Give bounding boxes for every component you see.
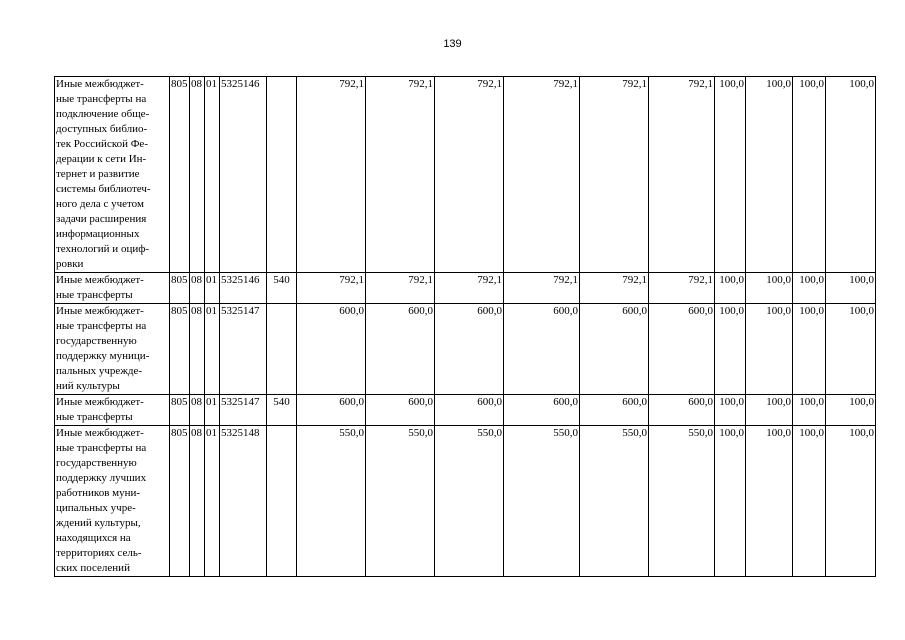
- value-cell: 600,0: [297, 395, 366, 426]
- row-name-line: Иные межбюджет-: [56, 274, 144, 286]
- row-name-line: тек Российской Фе-: [56, 138, 148, 150]
- row-name-line: государственную: [56, 335, 137, 347]
- row-name-line: работников муни-: [56, 487, 141, 499]
- row-name-line: государственную: [56, 457, 137, 469]
- value-cell: 100,0: [715, 273, 746, 304]
- value-cell: 550,0: [504, 426, 580, 577]
- value-cell: 600,0: [649, 395, 715, 426]
- row-name-line: системы библиотеч-: [56, 183, 151, 195]
- value-cell: 550,0: [649, 426, 715, 577]
- code-cell-vr: [267, 426, 297, 577]
- code-cell-csr: 5325147: [220, 395, 267, 426]
- value-cell: 600,0: [504, 304, 580, 395]
- row-name-line: ного дела с учетом: [56, 198, 144, 210]
- code-cell-vr: 540: [267, 395, 297, 426]
- budget-table: [54, 76, 876, 577]
- value-cell: 100,0: [826, 77, 876, 273]
- row-name-line: ровки: [56, 258, 84, 270]
- code-cell-pr: 01: [205, 304, 220, 395]
- row-name-cell: [55, 426, 170, 577]
- row-name-line: технологий и оциф-: [56, 243, 150, 255]
- value-cell: 792,1: [504, 77, 580, 273]
- value-cell: 100,0: [746, 273, 793, 304]
- value-cell: 600,0: [580, 304, 649, 395]
- row-name-line: находящихся на: [56, 532, 131, 544]
- value-cell: 100,0: [746, 77, 793, 273]
- value-cell: 100,0: [715, 304, 746, 395]
- row-name-cell: [55, 273, 170, 304]
- table-row: [55, 304, 876, 395]
- row-name-line: подключение обще-: [56, 108, 150, 120]
- value-cell: 100,0: [826, 395, 876, 426]
- row-name-line: ные трансферты: [56, 411, 133, 423]
- code-cell-pr: 01: [205, 77, 220, 273]
- value-cell: 100,0: [746, 395, 793, 426]
- row-name-line: Иные межбюджет-: [56, 427, 144, 439]
- row-name-line: поддержку муници-: [56, 350, 150, 362]
- value-cell: 600,0: [649, 304, 715, 395]
- value-cell: 600,0: [435, 395, 504, 426]
- value-cell: 792,1: [649, 77, 715, 273]
- value-cell: 792,1: [504, 273, 580, 304]
- value-cell: 792,1: [297, 77, 366, 273]
- code-cell-ved: 805: [170, 77, 190, 273]
- row-name-line: поддержку лучших: [56, 472, 147, 484]
- row-name-line: ные трансферты на: [56, 320, 147, 332]
- row-name-cell: [55, 77, 170, 273]
- table-row: [55, 273, 876, 304]
- code-cell-csr: 5325146: [220, 273, 267, 304]
- value-cell: 600,0: [366, 304, 435, 395]
- value-cell: 600,0: [504, 395, 580, 426]
- code-cell-vr: [267, 77, 297, 273]
- table-row: [55, 77, 876, 273]
- code-cell-ved: 805: [170, 304, 190, 395]
- row-name-line: ждений культуры,: [56, 517, 141, 529]
- value-cell: 100,0: [826, 304, 876, 395]
- code-cell-pr: 01: [205, 273, 220, 304]
- row-name-line: Иные межбюджет-: [56, 396, 144, 408]
- value-cell: 100,0: [793, 77, 826, 273]
- row-name-line: информационных: [56, 228, 140, 240]
- value-cell: 550,0: [366, 426, 435, 577]
- value-cell: 792,1: [297, 273, 366, 304]
- code-cell-vr: 540: [267, 273, 297, 304]
- row-name-line: задачи расширения: [56, 213, 147, 225]
- code-cell-pr: 01: [205, 426, 220, 577]
- row-name-cell: [55, 395, 170, 426]
- row-name-line: ских поселений: [56, 562, 130, 574]
- value-cell: 100,0: [793, 273, 826, 304]
- value-cell: 550,0: [580, 426, 649, 577]
- code-cell-csr: 5325147: [220, 304, 267, 395]
- row-name-line: пальных учрежде-: [56, 365, 143, 377]
- code-cell-ved: 805: [170, 426, 190, 577]
- row-name-line: тернет и развитие: [56, 168, 140, 180]
- code-cell-ved: 805: [170, 395, 190, 426]
- code-cell-rz: 08: [190, 304, 205, 395]
- table-row: [55, 395, 876, 426]
- value-cell: 100,0: [826, 273, 876, 304]
- code-cell-rz: 08: [190, 395, 205, 426]
- row-name-line: Иные межбюджет-: [56, 78, 144, 90]
- value-cell: 792,1: [580, 273, 649, 304]
- row-name-line: дерации к сети Ин-: [56, 153, 147, 165]
- row-name-line: ные трансферты на: [56, 442, 147, 454]
- code-cell-rz: 08: [190, 77, 205, 273]
- row-name-line: ные трансферты: [56, 289, 133, 301]
- value-cell: 600,0: [297, 304, 366, 395]
- row-name-line: доступных библио-: [56, 123, 148, 135]
- value-cell: 792,1: [435, 77, 504, 273]
- value-cell: 100,0: [746, 426, 793, 577]
- code-cell-rz: 08: [190, 426, 205, 577]
- value-cell: 100,0: [793, 426, 826, 577]
- value-cell: 792,1: [580, 77, 649, 273]
- value-cell: 600,0: [580, 395, 649, 426]
- code-cell-csr: 5325146: [220, 77, 267, 273]
- value-cell: 550,0: [297, 426, 366, 577]
- row-name-cell: [55, 304, 170, 395]
- value-cell: 792,1: [366, 273, 435, 304]
- value-cell: 100,0: [793, 304, 826, 395]
- value-cell: 100,0: [715, 77, 746, 273]
- row-name-line: территориях сель-: [56, 547, 142, 559]
- value-cell: 600,0: [366, 395, 435, 426]
- table-row: [55, 426, 876, 577]
- row-name-line: Иные межбюджет-: [56, 305, 144, 317]
- row-name-line: ний культуры: [56, 380, 120, 392]
- value-cell: 600,0: [435, 304, 504, 395]
- value-cell: 550,0: [435, 426, 504, 577]
- code-cell-vr: [267, 304, 297, 395]
- code-cell-csr: 5325148: [220, 426, 267, 577]
- value-cell: 792,1: [649, 273, 715, 304]
- value-cell: 100,0: [793, 395, 826, 426]
- value-cell: 100,0: [715, 395, 746, 426]
- value-cell: 792,1: [435, 273, 504, 304]
- value-cell: 100,0: [715, 426, 746, 577]
- row-name-line: ципальных учре-: [56, 502, 136, 514]
- code-cell-pr: 01: [205, 395, 220, 426]
- page-number: 139: [443, 38, 462, 50]
- value-cell: 100,0: [826, 426, 876, 577]
- value-cell: 100,0: [746, 304, 793, 395]
- row-name-line: ные трансферты на: [56, 93, 147, 105]
- value-cell: 792,1: [366, 77, 435, 273]
- code-cell-rz: 08: [190, 273, 205, 304]
- code-cell-ved: 805: [170, 273, 190, 304]
